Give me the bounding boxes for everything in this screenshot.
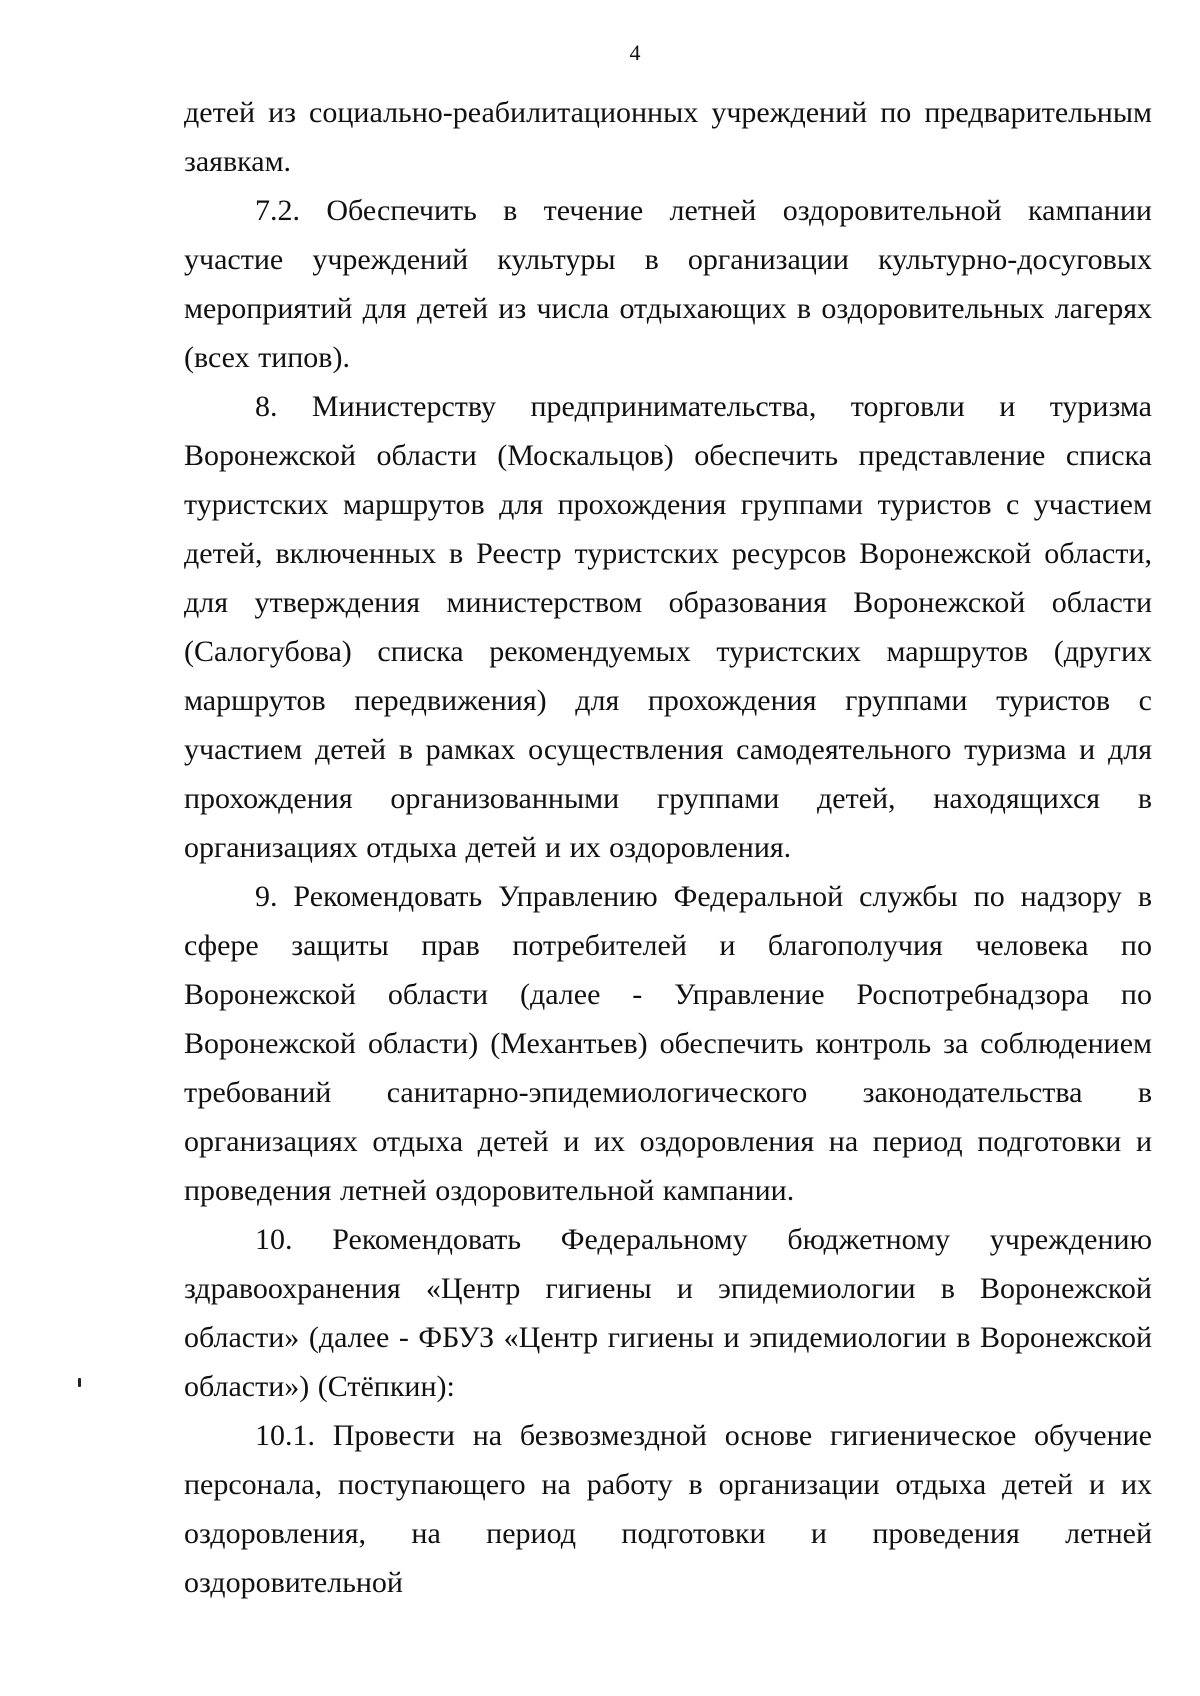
paragraph-10-1: 10.1. Провести на безвозмездной основе гигиеническое обучение персонала, поступающего на работу в организации отдыха детей и их оздоровления, на период подготовки и проведения летней оздоровительной bbox=[184, 1419, 1152, 1599]
paragraph-9: 9. Рекомендовать Управлению Федеральной службы по надзору в сфере защиты прав потребителей и благополучия человека по Воронежской области (далее - Управление Роспотребнадзора по Воронежской области) (Механтьев) обеспечить контроль за соблюдением требований санитарно-эпидемиологического законодательства в организациях отдыха детей и их оздоровления на период подготовки и проведения летней оздоровительной кампании. bbox=[184, 880, 1152, 1207]
paragraph-10: 10. Рекомендовать Федеральному бюджетному учреждению здравоохранения «Центр гигиены и эпидемиологии в Воронежской области» (далее - ФБУЗ «Центр гигиены и эпидемиологии в Воронежской области») (Стёпкин): bbox=[184, 1223, 1152, 1403]
paragraph-7-1-continuation: детей из социально-реабилитационных учреждений по предварительным заявкам. bbox=[184, 96, 1152, 178]
paragraph-8: 8. Министерству предпринимательства, торговли и туризма Воронежской области (Москальцов) обеспечить представление списка туристских маршрутов для прохождения группами туристов с участием детей, включенных в Реестр туристских ресурсов Воронежской области, для утверждения министерством образования Воронежской области (Салогубова) списка рекомендуемых туристских маршрутов (других маршрутов передвижения) для прохождения группами туристов с участием детей в рамках осуществления самодеятельного туризма и для прохождения организованными группами детей, находящихся в организациях отдыха детей и их оздоровления. bbox=[184, 390, 1152, 864]
scan-artifact-mark bbox=[78, 1378, 81, 1387]
document-body bbox=[184, 88, 1152, 1607]
page-number: 4 bbox=[629, 40, 641, 65]
paragraph-7-2: 7.2. Обеспечить в течение летней оздоровительной кампании участие учреждений культуры в организации культурно-досуговых мероприятий для детей из числа отдыхающих в оздоровительных лагерях (всех типов). bbox=[184, 194, 1152, 374]
